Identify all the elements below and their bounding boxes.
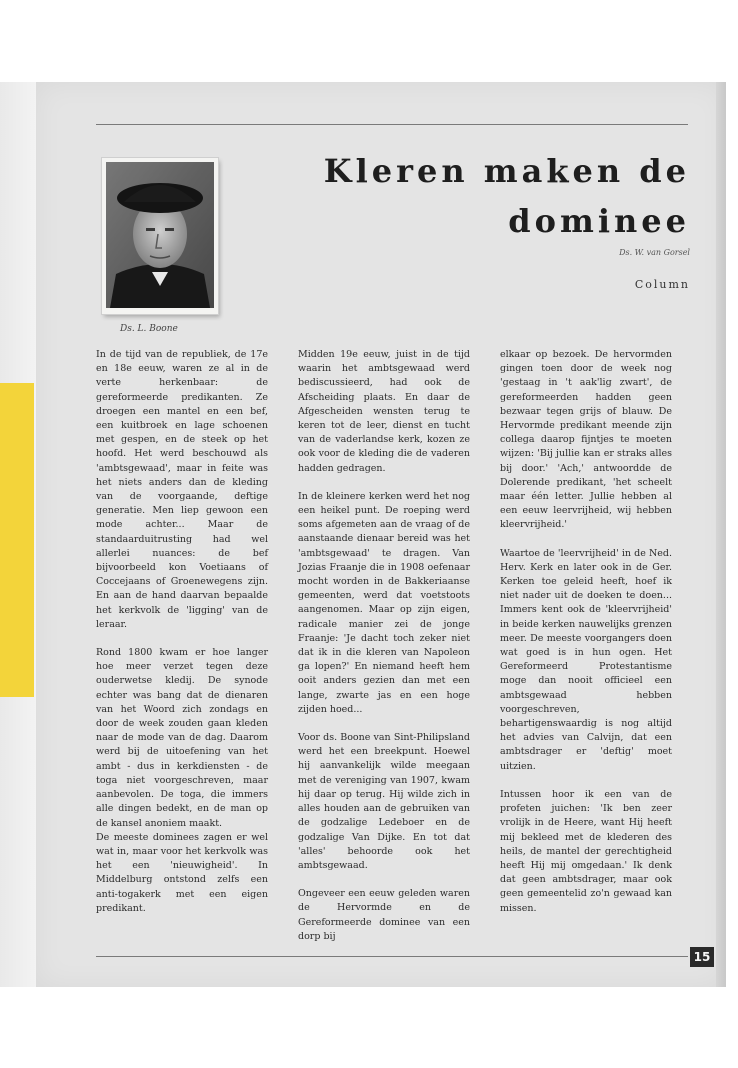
rubric-label: Column: [634, 278, 690, 291]
portrait-image: [106, 162, 214, 308]
paragraph: De meeste dominees zagen er wel wat in, maar voor het kerkvolk was het een 'nieuwigheid'. In Middelburg ontstond zelfs een anti-togakerk met een eigen predikant.: [96, 831, 268, 914]
bottom-rule: [96, 956, 688, 957]
top-rule: [96, 124, 688, 125]
photo-caption: Ds. L. Boone: [120, 324, 178, 334]
text-column-1: [96, 348, 268, 930]
paragraph: In de tijd van de republiek, de 17e en 18e eeuw, waren ze al in de verte herkenbaar: de gereformeerde predikanten. Ze droegen een mantel en een bef, een kuitbroek en lage schoenen met gespen, en de steek op het hoofd. Het werd beschouwd als 'ambtsgewaad', maar in feite was het niets anders dan de kleding van de voorgaande, deftige generatie. Men liep gewoon een mode achter... Maar de standaarduitrusting had wel allerlei nuances: de bef bijvoorbeeld kon Voetiaans of Coccejaans of Groenewegens zijn. En aan de hand daarvan bepaalde het kerkvolk de 'ligging' van de leraar.: [96, 349, 268, 630]
article-title: [300, 146, 690, 246]
paragraph: Ongeveer een eeuw geleden waren de Hervormde en de Gereformeerde dominee van een dorp bij: [298, 888, 470, 942]
paragraph: Rond 1800 kwam er hoe langer hoe meer verzet tegen deze ouderwetse kledij. De synode echter was bang dat de dienaren van het Woord zich zondags en door de week zouden gaan kleden naar de mode van de dag. Daarom werd bij de uitoefening van het ambt - dus in kerkdiensten - de toga niet voorgeschreven, maar aanbevolen. De toga, die immers alle dingen bedekt, en de man op de kansel anoniem maakt.: [96, 647, 268, 829]
page-number: 15: [690, 947, 714, 967]
paragraph: In de kleinere kerken werd het nog een heikel punt. De roeping werd soms afgemeten aan de vraag of de aanstaande dienaar bereid was het 'ambtsgewaad' te dragen. Van Jozias Fraanje die in 1908 oefenaar mocht worden in de Bakkeriaanse gemeenten, werd dat voetstoots aangenomen. Maar op zijn eigen, radicale manier zei de jonge Fraanje: 'Je dacht toch zeker niet dat ik in die kleren van Napoleon ga lopen?' En niemand heeft hem ooit anders gezien dan met een lange, zwarte jas en een hoge zijden hoed...: [298, 490, 470, 715]
paragraph: Voor ds. Boone van Sint-Philipsland werd het een breekpunt. Hoewel hij aanvankelijk wilde meegaan met de vereniging van 1907, kwam hij daar op terug. Hij wilde zich in alles houden aan de gebruiken van de godzalige Ledeboer en de godzalige Van Dijke. En tot dat 'alles' behoorde ook het ambtsgewaad.: [298, 732, 470, 871]
text-column-2: [298, 348, 470, 958]
paragraph: Waartoe de 'leervrijheid' in de Ned. Herv. Kerk en later ook in de Ger. Kerken toe geleid heeft, hoef ik niet nader uit de doeken te doen... Immers kent ook de 'kleervrijheid' in beide kerken nauwelijks grenzen meer. De meeste voorgangers doen wat goed is in hun ogen. Het Gereformeerd Protestantisme moge dan nooit officieel een ambtsgewaad hebben voorgeschreven, behartigenswaardig is nog altijd het advies van Calvijn, dat een ambtsdrager er 'deftig' moet uitzien.: [500, 547, 672, 772]
title-line-2: dominee: [508, 202, 690, 240]
paragraph: Intussen hoor ik een van de profeten juichen: 'Ik ben zeer vrolijk in de Heere, want Hij heeft mij bekleed met de klederen des heils, de mantel der gerechtigheid heeft Hij mij omgedaan.' Ik denk dat geen ambtsdrager, maar ook geen gemeentelid zo'n gewaad kan missen.: [500, 788, 672, 914]
title-line-1: Kleren maken de: [323, 152, 690, 190]
paragraph: Midden 19e eeuw, juist in de tijd waarin het ambtsgewaad werd bediscussieerd, had ook de Afscheiding plaats. En daar de Afgescheiden wensten terug te keren tot de leer, dienst en tucht van de vaderlandse kerk, kozen ze ook voor de kleding die de vaderen hadden gedragen.: [298, 349, 470, 474]
author-byline: Ds. W. van Gorsel: [619, 248, 690, 257]
page-edge: [716, 82, 726, 987]
portrait-photo: [102, 158, 218, 314]
paragraph: elkaar op bezoek. De hervormden gingen toen door de week nog 'gestaag in 't aak'lig zwart', de gereformeerden hadden geen bezwaar tegen grijs of blauw. De Hervormde predikant meende zijn collega daarop fijntjes te moeten wijzen: 'Bij jullie kan er straks alles bij door.' 'Ach,' antwoordde de Dolerende predikant, 'het scheelt maar één letter. Jullie hebben al een eeuw leervrijheid, wij hebben kleervrijheid.': [500, 349, 672, 531]
yellow-page-marker: [0, 383, 34, 697]
text-column-3: [500, 348, 672, 930]
